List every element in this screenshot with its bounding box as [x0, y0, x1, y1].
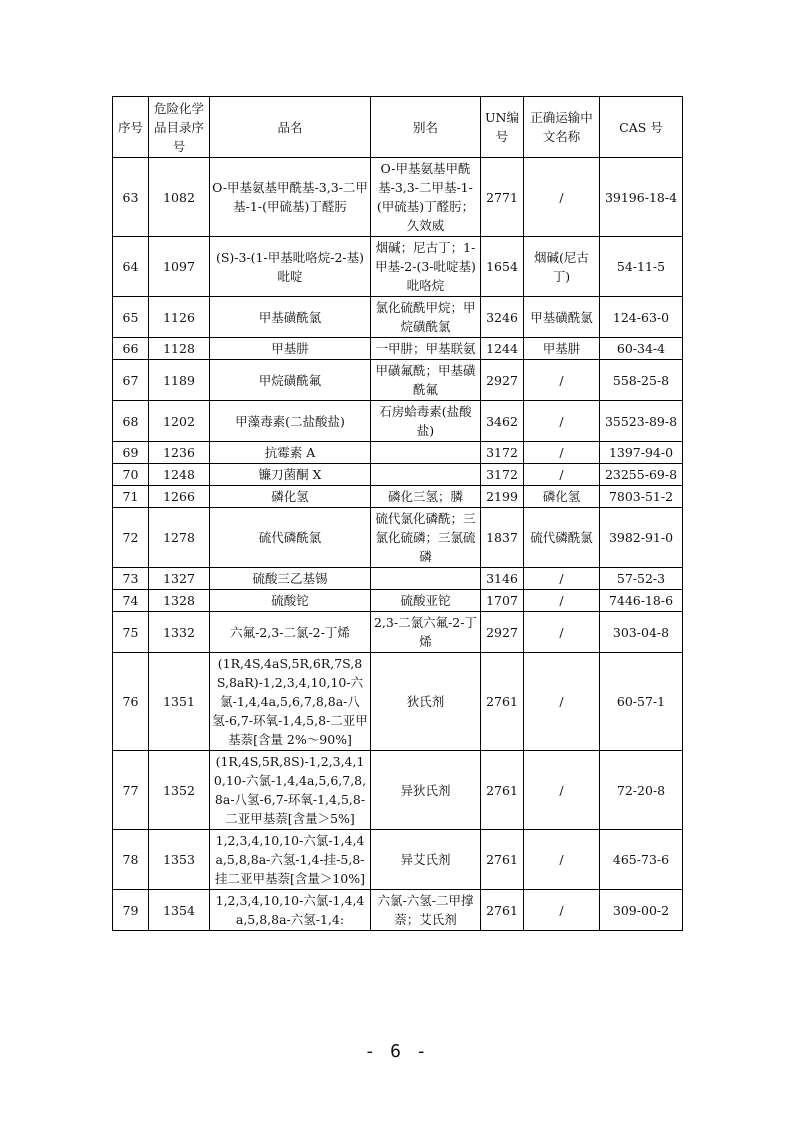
table-row — [113, 442, 683, 464]
cell-transport: / — [524, 401, 600, 442]
cell-alias — [371, 464, 481, 486]
table-row — [113, 158, 683, 237]
table-row — [113, 590, 683, 612]
cell-catalog: 1354 — [149, 890, 210, 931]
cell-alias: 异艾氏剂 — [371, 830, 481, 890]
cell-catalog: 1353 — [149, 830, 210, 890]
cell-catalog: 1328 — [149, 590, 210, 612]
cell-alias — [371, 568, 481, 590]
table-row — [113, 464, 683, 486]
col-header-catalog: 危险化学品目录序号 — [149, 97, 210, 158]
cell-seq: 75 — [113, 612, 149, 653]
cell-seq: 63 — [113, 158, 149, 237]
cell-name: 镰刀菌酮 X — [210, 464, 371, 486]
cell-catalog: 1082 — [149, 158, 210, 237]
cell-catalog: 1266 — [149, 486, 210, 508]
cell-alias: 甲磺氟酰；甲基磺酰氟 — [371, 360, 481, 401]
col-header-un: UN编号 — [481, 97, 524, 158]
cell-name: O-甲基氨基甲酰基-3,3-二甲基-1-(甲硫基)丁醛肟 — [210, 158, 371, 237]
cell-alias: 狄氏剂 — [371, 653, 481, 751]
cell-catalog: 1097 — [149, 237, 210, 297]
cell-catalog: 1351 — [149, 653, 210, 751]
cell-transport: / — [524, 653, 600, 751]
cell-name: (1R,4S,4aS,5R,6R,7S,8S,8aR)-1,2,3,4,10,10-六氯-1,4,4a,5,6,7,8,8a-八氢-6,7-环氧-1,4,5,8-二亚甲基萘[含量 2%～90%] — [210, 653, 371, 751]
cell-alias: 氯化硫酰甲烷；甲烷磺酰氯 — [371, 297, 481, 338]
cell-catalog: 1327 — [149, 568, 210, 590]
cell-seq: 72 — [113, 508, 149, 568]
cell-un: 3172 — [481, 464, 524, 486]
cell-transport: / — [524, 568, 600, 590]
cell-un: 1707 — [481, 590, 524, 612]
table-row — [113, 486, 683, 508]
cell-transport: / — [524, 890, 600, 931]
cell-seq: 69 — [113, 442, 149, 464]
cell-cas: 60-57-1 — [600, 653, 683, 751]
cell-un: 2761 — [481, 653, 524, 751]
table-row — [113, 297, 683, 338]
cell-transport: / — [524, 158, 600, 237]
cell-cas: 57-52-3 — [600, 568, 683, 590]
cell-transport: / — [524, 442, 600, 464]
cell-name: 甲烷磺酰氟 — [210, 360, 371, 401]
cell-un: 2761 — [481, 830, 524, 890]
chemical-table — [112, 96, 683, 931]
cell-seq: 65 — [113, 297, 149, 338]
cell-name: 硫代磷酰氯 — [210, 508, 371, 568]
cell-name: 甲基磺酰氯 — [210, 297, 371, 338]
cell-name: 硫酸铊 — [210, 590, 371, 612]
cell-cas: 303-04-8 — [600, 612, 683, 653]
cell-alias: O-甲基氨基甲酰基-3,3-二甲基-1-(甲硫基)丁醛肟；久效威 — [371, 158, 481, 237]
cell-cas: 309-00-2 — [600, 890, 683, 931]
cell-name: 抗霉素 A — [210, 442, 371, 464]
cell-cas: 23255-69-8 — [600, 464, 683, 486]
cell-cas: 72-20-8 — [600, 751, 683, 830]
cell-transport: 磷化氢 — [524, 486, 600, 508]
cell-transport: 硫代磷酰氯 — [524, 508, 600, 568]
cell-cas: 7803-51-2 — [600, 486, 683, 508]
cell-name: 磷化氢 — [210, 486, 371, 508]
cell-un: 2761 — [481, 890, 524, 931]
cell-catalog: 1332 — [149, 612, 210, 653]
cell-name: 硫酸三乙基锡 — [210, 568, 371, 590]
cell-alias: 磷化三氢；膦 — [371, 486, 481, 508]
cell-un: 3462 — [481, 401, 524, 442]
col-header-transport: 正确运输中文名称 — [524, 97, 600, 158]
cell-transport: / — [524, 464, 600, 486]
cell-cas: 60-34-4 — [600, 338, 683, 360]
cell-catalog: 1278 — [149, 508, 210, 568]
cell-name: 甲藻毒素(二盐酸盐) — [210, 401, 371, 442]
cell-catalog: 1126 — [149, 297, 210, 338]
cell-cas: 1397-94-0 — [600, 442, 683, 464]
cell-un: 2199 — [481, 486, 524, 508]
cell-un: 2927 — [481, 612, 524, 653]
col-header-cas: CAS 号 — [600, 97, 683, 158]
table-row — [113, 653, 683, 751]
col-header-alias: 别名 — [371, 97, 481, 158]
cell-cas: 7446-18-6 — [600, 590, 683, 612]
cell-alias: 硫酸亚铊 — [371, 590, 481, 612]
cell-alias: 六氯-六氢-二甲撑萘；艾氏剂 — [371, 890, 481, 931]
cell-alias — [371, 442, 481, 464]
col-header-seq: 序号 — [113, 97, 149, 158]
cell-seq: 77 — [113, 751, 149, 830]
cell-alias: 石房蛤毒素(盐酸盐) — [371, 401, 481, 442]
cell-un: 1654 — [481, 237, 524, 297]
cell-transport: / — [524, 612, 600, 653]
cell-cas: 3982-91-0 — [600, 508, 683, 568]
cell-name: (1R,4S,5R,8S)-1,2,3,4,10,10-六氯-1,4,4a,5,6,7,8,8a-八氢-6,7-环氧-1,4,5,8-二亚甲基萘[含量＞5%] — [210, 751, 371, 830]
table-row — [113, 360, 683, 401]
cell-seq: 70 — [113, 464, 149, 486]
cell-cas: 35523-89-8 — [600, 401, 683, 442]
table-row — [113, 568, 683, 590]
table-row — [113, 401, 683, 442]
cell-seq: 68 — [113, 401, 149, 442]
cell-transport: 烟碱(尼古丁) — [524, 237, 600, 297]
cell-seq: 64 — [113, 237, 149, 297]
cell-catalog: 1189 — [149, 360, 210, 401]
cell-un: 2771 — [481, 158, 524, 237]
table-row — [113, 237, 683, 297]
cell-transport: / — [524, 830, 600, 890]
cell-seq: 79 — [113, 890, 149, 931]
col-header-name: 品名 — [210, 97, 371, 158]
cell-seq: 73 — [113, 568, 149, 590]
cell-alias: 异狄氏剂 — [371, 751, 481, 830]
table-row — [113, 830, 683, 890]
cell-alias: 2,3-二氯六氟-2-丁烯 — [371, 612, 481, 653]
table-row — [113, 751, 683, 830]
cell-seq: 67 — [113, 360, 149, 401]
table-body — [113, 158, 683, 931]
table-row — [113, 612, 683, 653]
cell-cas: 39196-18-4 — [600, 158, 683, 237]
cell-un: 1837 — [481, 508, 524, 568]
header-row — [113, 97, 683, 158]
cell-transport: / — [524, 751, 600, 830]
cell-name: 甲基肼 — [210, 338, 371, 360]
cell-un: 3246 — [481, 297, 524, 338]
cell-seq: 66 — [113, 338, 149, 360]
cell-transport: 甲基磺酰氯 — [524, 297, 600, 338]
cell-name: 六氟-2,3-二氯-2-丁烯 — [210, 612, 371, 653]
cell-cas: 124-63-0 — [600, 297, 683, 338]
table-row — [113, 338, 683, 360]
cell-alias: 烟碱；尼古丁；1-甲基-2-(3-吡啶基)吡咯烷 — [371, 237, 481, 297]
cell-alias: 硫代氯化磷酰；三氯化硫磷；三氯硫磷 — [371, 508, 481, 568]
cell-cas: 558-25-8 — [600, 360, 683, 401]
cell-catalog: 1248 — [149, 464, 210, 486]
cell-seq: 78 — [113, 830, 149, 890]
cell-catalog: 1352 — [149, 751, 210, 830]
cell-catalog: 1236 — [149, 442, 210, 464]
cell-un: 1244 — [481, 338, 524, 360]
table-row — [113, 508, 683, 568]
table-row — [113, 890, 683, 931]
cell-seq: 76 — [113, 653, 149, 751]
page-number: - 6 - — [364, 1041, 429, 1062]
cell-catalog: 1202 — [149, 401, 210, 442]
cell-cas: 465-73-6 — [600, 830, 683, 890]
cell-un: 2761 — [481, 751, 524, 830]
cell-name: 1,2,3,4,10,10-六氯-1,4,4a,5,8,8a-六氢-1,4: — [210, 890, 371, 931]
cell-un: 3146 — [481, 568, 524, 590]
cell-transport: / — [524, 590, 600, 612]
cell-cas: 54-11-5 — [600, 237, 683, 297]
cell-un: 3172 — [481, 442, 524, 464]
cell-catalog: 1128 — [149, 338, 210, 360]
cell-name: 1,2,3,4,10,10-六氯-1,4,4a,5,8,8a-六氢-1,4-挂-5,8-挂二亚甲基萘[含量＞10%] — [210, 830, 371, 890]
cell-seq: 71 — [113, 486, 149, 508]
cell-transport: 甲基肼 — [524, 338, 600, 360]
cell-name: (S)-3-(1-甲基吡咯烷-2-基)吡啶 — [210, 237, 371, 297]
cell-un: 2927 — [481, 360, 524, 401]
cell-alias: 一甲肼；甲基联氨 — [371, 338, 481, 360]
cell-seq: 74 — [113, 590, 149, 612]
cell-transport: / — [524, 360, 600, 401]
